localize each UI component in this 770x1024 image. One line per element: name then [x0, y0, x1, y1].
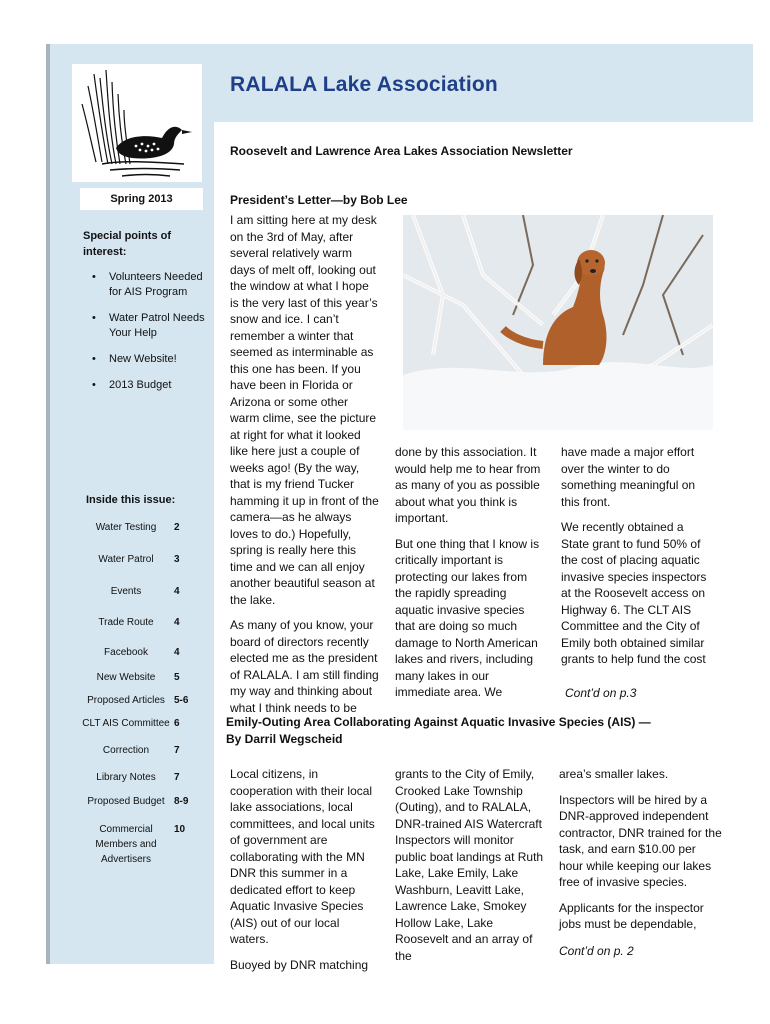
ais-byline: By Darril Wegscheid [226, 732, 343, 746]
toc-label: Proposed Articles [87, 695, 165, 706]
ais-heading-line: Emily-Outing Area Collaborating Against Aquatic Invasive Species (AIS) — [226, 715, 651, 729]
toc-label: Correction [102, 745, 150, 756]
continued-note: Cont’d on p. 2 [559, 944, 634, 958]
newsletter-subtitle: Roosevelt and Lawrence Area Lakes Association Newsletter [230, 144, 573, 158]
president-letter-heading: President’s Letter—by Bob Lee [230, 193, 408, 207]
toc-page: 5 [174, 672, 180, 683]
continued-note: Cont’d on p.3 [565, 686, 637, 700]
toc-page: 7 [174, 772, 180, 783]
toc-row [78, 522, 208, 533]
president-letter-column-1 [230, 212, 380, 725]
ais-article-column-2 [395, 766, 545, 973]
special-point-item: • Volunteers Needed for AIS Program [83, 270, 208, 300]
newsletter-title: RALALA Lake Association [230, 73, 498, 96]
ais-article-heading [226, 714, 651, 748]
loon-on-water-icon [72, 64, 202, 182]
paragraph: Local citizens, in cooperation with their local lake associations, local committees, and local units of government are collaborating with the MN DNR this summer in a dedicated effort to keep Aquatic Invasive Species (AIS) out of our local waters. [230, 767, 375, 946]
issue-season: Spring 2013 [80, 188, 203, 210]
paragraph: Buoyed by DNR matching [230, 957, 369, 972]
toc-label: Commercial Members and Advertisers [95, 824, 157, 865]
paragraph: But one thing that I know is critically important is protecting our lakes from the rapidly spreading aquatic invasive species that are doing so much damage to North American lakes and rivers, including many lakes in our immediate area. We [395, 536, 540, 699]
toc-page: 8-9 [174, 796, 189, 807]
toc-page: 2 [174, 522, 180, 533]
paragraph: have made a major effort over the winter to do something meaningful on this front. [561, 445, 696, 509]
toc-row [78, 796, 208, 807]
paragraph: Inspectors will be hired by a DNR-approved independent contractor, DNR trained for the task, and earn $10.00 per hour while keeping our lakes free of invasive species. [559, 792, 722, 889]
ais-article-column-3 [559, 766, 723, 942]
toc-page: 4 [174, 647, 180, 658]
toc-row [78, 695, 208, 706]
paragraph: We recently obtained a State grant to fund 50% of the cost of placing aquatic invasive species inspectors at the Roosevelt access on Highway 6. The CLT AIS Committee and the City of Emily both obtained similar grants to help fund the cost [561, 520, 707, 666]
paragraph: grants to the City of Emily, Crooked Lake Township (Outing), and to RALALA, DNR-trained AIS Watercraft Inspectors will monitor public boat landings at Ruth Lake, Lake Emily, Lake Washburn, Leavitt Lake, Lawrence Lake, Smokey Hollow Lake, Lake Roosevelt and an array of the [395, 767, 544, 963]
toc-row [78, 647, 208, 658]
toc-label: Proposed Budget [87, 796, 165, 807]
toc-page: 4 [174, 617, 180, 628]
toc-row [78, 586, 208, 597]
toc-page: 10 [174, 824, 186, 835]
toc-label: Library Notes [96, 772, 156, 783]
golden-retriever-in-snow-photo [403, 215, 713, 430]
paragraph: area’s smaller lakes. [559, 767, 669, 781]
logo [72, 64, 202, 182]
paragraph: As many of you know, your board of directors recently elected me as the president of RALALA. I am still finding my way and thinking about what I think needs to be [230, 618, 379, 715]
toc-label: CLT AIS Committee [82, 718, 170, 729]
toc-label: Trade Route [98, 617, 154, 628]
toc-row [78, 772, 208, 783]
president-letter-column-3 [561, 444, 713, 677]
toc-label: Facebook [104, 647, 148, 658]
toc-row [78, 718, 208, 729]
paragraph: I am sitting here at my desk on the 3rd of May, after several relatively warm days of melt off, looking out the window at what I hope is the very last of this year’s snow and ice. I can’t remember a winter that seemed as interminable as this one has been. If you have been in Florida or Arizona or some other warm clime, see the picture at right for what it looked like here just a couple of weeks ago! (By the way, that is my friend Tucker hamming it up in front of the camera—as he always loves to do.) Hopefully, spring is really here this time and we can all enjoy another beautiful season at the lake. [230, 213, 379, 607]
toc-row [78, 822, 208, 867]
toc-page: 7 [174, 745, 180, 756]
toc-label: Water Patrol [98, 554, 154, 565]
paragraph: Applicants for the inspector jobs must be dependable, [559, 900, 704, 931]
toc-row [78, 554, 208, 565]
special-point-item: • 2013 Budget [83, 378, 208, 393]
toc-page: 6 [174, 718, 180, 729]
toc-page: 5-6 [174, 695, 189, 706]
toc-label: Water Testing [95, 522, 157, 533]
toc-row [78, 672, 208, 683]
special-point-item: • Water Patrol Needs Your Help [83, 311, 208, 341]
dog-photo [403, 215, 713, 430]
toc-row [78, 745, 208, 756]
toc-page: 4 [174, 586, 180, 597]
ais-article-column-1 [230, 766, 380, 982]
toc-label: Events [110, 586, 142, 597]
inside-issue-title: Inside this issue: [86, 494, 176, 506]
paragraph: done by this association. It would help me to hear from as many of you as possible about what you think is important. [395, 445, 541, 525]
special-point-item: • New Website! [83, 352, 208, 367]
toc-page: 3 [174, 554, 180, 565]
special-points-title: Special points of interest: [83, 230, 172, 258]
president-letter-column-2 [395, 444, 545, 710]
toc-label: New Website [96, 672, 156, 683]
special-points [83, 228, 208, 404]
toc-row [78, 617, 208, 628]
